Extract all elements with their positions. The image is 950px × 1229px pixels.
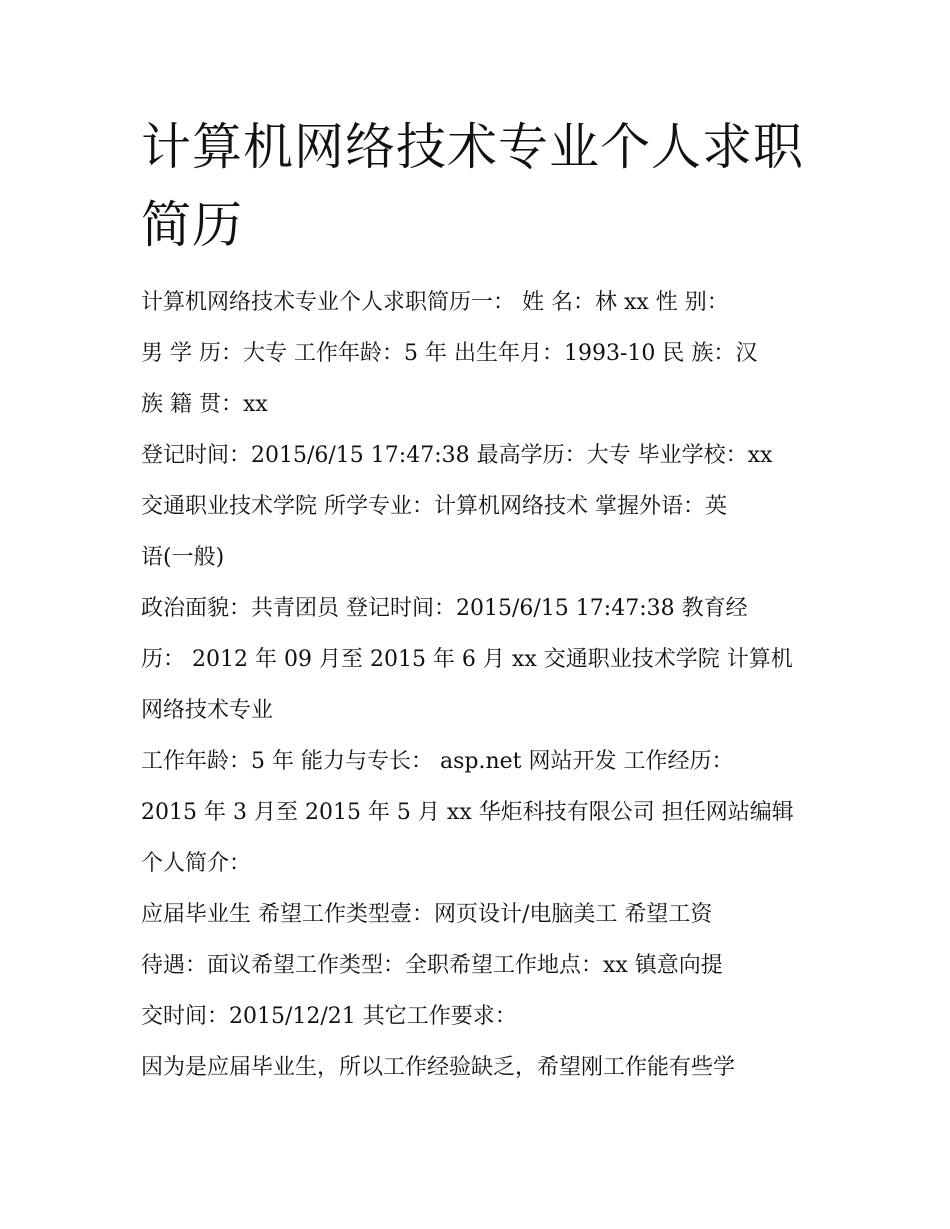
text-line: 男 学 历：大专 工作年龄：5 年 出生年月：1993-10 民 族：汉	[141, 341, 758, 366]
text-line: 交时间：2015/12/21 其它工作要求：	[141, 1004, 517, 1029]
title-line-1: 计算机网络技术专业个人求职	[141, 118, 804, 176]
document-title	[141, 108, 821, 264]
text-line: 因为是应届毕业生，所以工作经验缺乏，希望刚工作能有些学	[141, 1055, 736, 1080]
text-line: 2015 年 3 月至 2015 年 5 月 xx 华炬科技有限公司 担任网站编辑	[141, 800, 794, 825]
title-line-2: 简历	[141, 196, 243, 254]
text-line: 计算机网络技术专业个人求职简历一： 姓 名：林 xx 性 别：	[141, 290, 729, 315]
text-line: 个人简介：	[141, 851, 252, 876]
text-line: 语(一般)	[141, 545, 225, 570]
text-line: 族 籍 贯：xx	[141, 392, 268, 417]
text-line: 政治面貌：共青团员 登记时间：2015/6/15 17:47:38 教育经	[141, 596, 748, 621]
text-line: 登记时间：2015/6/15 17:47:38 最高学历：大专 毕业学校：xx	[141, 443, 773, 468]
text-line: 网络技术专业	[141, 698, 274, 723]
text-line: 应届毕业生 希望工作类型壹：网页设计/电脑美工 希望工资	[141, 902, 713, 927]
text-line: 历： 2012 年 09 月至 2015 年 6 月 xx 交通职业技术学院 计算机	[141, 647, 793, 672]
document-body	[141, 277, 831, 1093]
text-line: 工作年龄：5 年 能力与专长： asp.net 网站开发 工作经历：	[141, 749, 734, 774]
text-line: 交通职业技术学院 所学专业：计算机网络技术 掌握外语：英	[141, 494, 727, 519]
text-line: 待遇：面议希望工作类型：全职希望工作地点：xx 镇意向提	[141, 953, 723, 978]
